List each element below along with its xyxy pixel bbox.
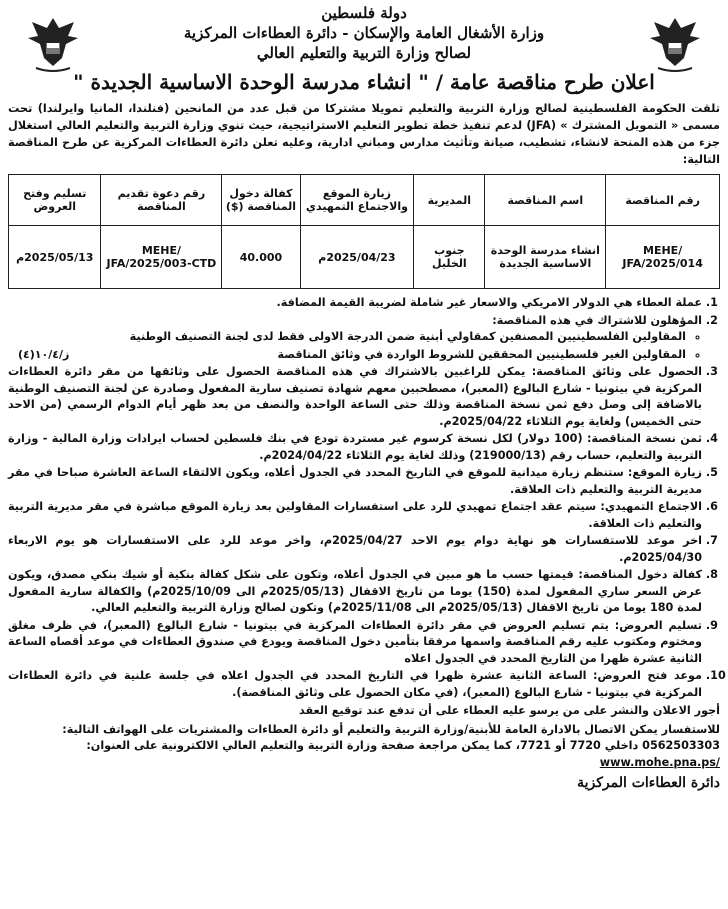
contact-info [8,722,720,772]
tender-table [8,174,720,289]
table-header: المديرية [414,175,485,226]
announcement-title: اعلان طرح مناقصة عامة / " انشاء مدرسة الوحدة الاساسية الجديدة " [73,70,655,94]
tender-announcement-page [0,4,728,909]
intro-paragraph: تلقت الحكومة الفلسطينية لصالح وزارة التربية والتعليم تمويلا مشتركا من قبل عدد من المانحين (فنلندا، المانيا وايرلندا) تحت مسمى « التمويل المشترك » (JFA) لدعم تنفيذ خطة تطوير التعليم الاستراتيجية، حيث تنوي وزارة التربية والتعليم العالي استغلال جزء من هذه المنحة لانشاء، تشطيب، صيانة وتأثيث مدارس ومباني ادارية، وعليه تعلن دائرة العطاءات المركزية عن طرح المناقصة التالية: [8,102,720,166]
directorate-cell: جنوب الخليل [414,226,485,289]
palestine-eagle-emblem-icon [22,14,84,76]
table-row [9,226,720,289]
table-header: زيارة الموقع والاجتماع التمهيدي [300,175,414,226]
table-header: رقم المناقصة [606,175,720,226]
palestine-eagle-emblem-icon [644,14,706,76]
contact-text: للاستفسار يمكن الاتصال بالادارة العامة للأبنية/وزارة التربية والتعليم أو دائرة العطاءات والمشتريات على الهواتف التالية: 0562503303 داخلي 7720 أو 7721، كما يمكن مراجعة صفحة وزارة التربية والتعليم العالي الالكترونية على العنوان: [62,722,720,752]
list-item [8,313,702,364]
list-item: 6. الاجتماع التمهيدي: سيتم عقد اجتماع تمهيدي للرد على استفسارات المقاولين بعد زيارة الموقع مباشرة في مقر مديرية التربية والتعليم ذات العلاقة. [8,499,702,532]
sublist-item: ◦ المقاولين الفلسطينيين المصنفين كمقاولي أبنية ضمن الدرجة الاولى فقط لدى لجنة التصنيف الوطنية [8,329,686,346]
tender-number-cell: MEHE/ JFA/2025/014 [606,226,720,289]
list-item: 7. اخر موعد للاستفسارات هو نهاية دوام يوم الاحد 2025/04/27م، واخر موعد للرد على الاستفسارات هو يوم الاربعاء 2025/04/30م. [8,533,702,566]
list-item-text: المؤهلون للاشتراك في هذه المناقصة: [492,313,702,327]
table-header: اسم المناقصة [485,175,606,226]
list-item: 10. موعد فتح العروض: الساعة الثانية عشرة ظهرا في التاريخ المحدد في الجدول اعلاه في جلسة علنية في دائرة العطاءات المركزية في بيتونيا - شارع البالوع (المعبر)، (في مكان الحصول على وثائق المناقصة). [8,668,702,701]
site-visit-cell: 2025/04/23م [300,226,414,289]
eligible-sublist [8,329,702,363]
signature-department: دائرة العطاءات المركزية [577,775,720,791]
list-item: 8. كفالة دخول المناقصة: قيمتها حسب ما هو مبين في الجدول أعلاه، وتكون على شكل كفالة بنكية أو شيك بنكي مصدق، ويكون عرض السعر ساري المفعول لمدة (150) يوما من تاريخ الاقفال (2025/05/13م الى 2025/10/09م) والكفالة سارية المفعول لمدة 180 يوما من تاريخ الاقفال (2025/05/13م الى 2025/11/08م) وتكون لصالح وزارة التربية والتعليم العالي. [8,567,702,617]
list-item: 4. ثمن نسخة المناقصة: (100 دولار) لكل نسخة كرسوم غير مستردة تودع في بنك فلسطين لحساب ايرادات وزارة المالية - وزارة التربية والتعليم، حساب رقم (219000/13) وذلك لغاية يوم الثلاثاء 2024/04/22م. [8,431,702,464]
list-item: 3. الحصول على وثائق المناقصة: يمكن للراغبين بالاشتراك في هذه المناقصة الحصول على وثائقها من مقر دائرة العطاءات المركزية في بيتونيا - شارع البالوع (المعبر)، مصطحبين معهم شهادة تصنيف سارية المفعول وصادرة عن لجنة التصنيف الوطنية بالاضافة إلى وصل دفع ثمن نسخة المناقصة وذلك حتى الساعة الواحدة والنصف من بعد ظهر أيام الدوام الرسمي (من الاحد حتى الخميس) ولغاية يوم الثلاثاء 2025/04/22م. [8,364,702,430]
tender-name-cell: انشاء مدرسة الوحدة الاساسية الجديدة [485,226,606,289]
ministry-name: وزارة الأشغال العامة والإسكان - دائرة العطاءات المركزية [183,24,545,42]
table-header-row [9,175,720,226]
letterhead [8,4,720,62]
list-item: 9. تسليم العروض: يتم تسليم العروض في مقر دائرة العطاءات المركزية في بيتونيا - شارع البالوع (المعبر)، في ظرف مغلق ومختوم ومكتوب عليه رقم المناقصة واسمها مرفقا بتأمين دخول المناقصة ويودع في صندوق العطاءات في موعد أقصاه الساعة الثانية عشرة ظهرا من التاريخ المحدد في الجدول اعلاه [8,618,702,668]
beneficiary-ministry: لصالح وزارة التربية والتعليم العالي [256,44,472,62]
ad-fees-note: أجور الاعلان والنشر على من يرسو عليه العطاء على أن تدفع عند توقيع العقد [299,704,720,717]
country-name: دولة فلسطين [321,4,407,22]
invitation-number-cell: MEHE/ JFA/2025/003-CTD [101,226,222,289]
submission-date-cell: 2025/05/13م [9,226,101,289]
table-header: كفالة دخول المناقصة ($) [222,175,300,226]
conditions-list [8,295,720,701]
table-header: تسليم وفتح العروض [9,175,101,226]
reference-code: ز/١٠/٤(٤) [18,348,70,361]
sublist-item: ◦ المقاولين الغير فلسطينيين المحققين للشروط الواردة في وثائق المناقصة [8,347,686,364]
ministry-website-link[interactable]: www.mohe.pna.ps/ [599,755,720,769]
list-item: 5. زيارة الموقع: ستنظم زيارة ميدانية للموقع في التاريخ المحدد في الجدول أعلاه، ويكون الالتقاء الساعة العاشرة صباحا في مقر مديرية التربية والتعليم ذات العلاقة. [8,465,702,498]
bid-bond-cell: 40.000 [222,226,300,289]
table-header: رقم دعوة تقديم المناقصة [101,175,222,226]
list-item: 1. عملة العطاء هي الدولار الامريكي والاسعار غير شاملة لضريبة القيمة المضافة. [8,295,702,312]
